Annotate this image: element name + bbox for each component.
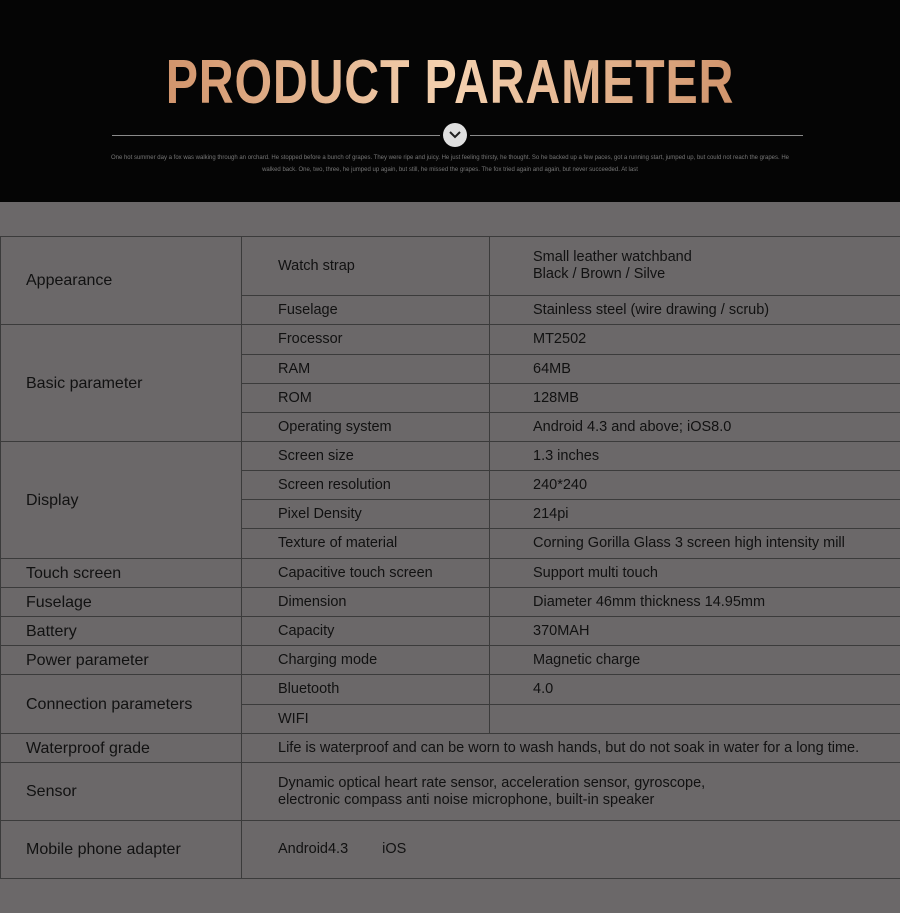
value-dimension: Diameter 46mm thickness 14.95mm	[490, 588, 900, 617]
item-capacitive-touch: Capacitive touch screen	[242, 559, 490, 588]
value-line: electronic compass anti noise microphone, built-in speaker	[278, 791, 655, 808]
header-banner	[0, 0, 900, 202]
item-processor: Frocessor	[242, 325, 490, 355]
value-line: Small leather watchband	[533, 249, 692, 265]
divider-right	[470, 135, 803, 136]
category-appearance: Appearance	[1, 237, 242, 325]
category-mobile-phone-adapter: Mobile phone adapter	[1, 821, 242, 879]
item-watch-strap: Watch strap	[242, 237, 490, 296]
value-operating-system: Android 4.3 and above; iOS8.0	[490, 413, 900, 442]
item-wifi: WIFI	[242, 705, 490, 734]
item-ram: RAM	[242, 355, 490, 384]
value-line: Black / Brown / Silve	[533, 266, 666, 282]
value-capacity: 370MAH	[490, 617, 900, 646]
item-rom: ROM	[242, 384, 490, 413]
value-processor: MT2502	[490, 325, 900, 355]
category-battery: Battery	[1, 617, 242, 646]
category-waterproof-grade: Waterproof grade	[1, 734, 242, 763]
divider-left	[112, 135, 440, 136]
page-title: PRODUCT PARAMETER	[99, 50, 801, 116]
item-capacity: Capacity	[242, 617, 490, 646]
chevron-down-icon	[443, 123, 467, 147]
value-charging-mode: Magnetic charge	[490, 646, 900, 675]
value-sensor	[242, 763, 900, 821]
value-rom: 128MB	[490, 384, 900, 413]
item-bluetooth: Bluetooth	[242, 675, 490, 705]
item-dimension: Dimension	[242, 588, 490, 617]
table-row	[1, 675, 900, 705]
parameter-table	[0, 236, 900, 879]
adapter-ios: iOS	[382, 841, 407, 857]
category-display: Display	[1, 442, 242, 559]
category-connection-parameters: Connection parameters	[1, 675, 242, 734]
table-row	[1, 442, 900, 471]
value-multi-touch: Support multi touch	[490, 559, 900, 588]
category-fuselage: Fuselage	[1, 588, 242, 617]
table-row	[1, 646, 900, 675]
table-row	[1, 821, 900, 879]
item-fuselage: Fuselage	[242, 296, 490, 325]
value-pixel-density: 214pi	[490, 500, 900, 529]
value-fuselage: Stainless steel (wire drawing / scrub)	[490, 296, 900, 325]
header-description: One hot summer day a fox was walking through an orchard. He stopped before a bunch of grapes. They were ripe and juicy. He just feeling thirsty, he thought. So he backed up a few paces, got a running start, jumped up, but could not reach the grapes. He walked back. One, two, three, he jumped up again, but still, he missed the grapes. The fox tried again and again, but never succeeded. At last	[110, 155, 790, 173]
value-bluetooth: 4.0	[490, 675, 900, 705]
item-pixel-density: Pixel Density	[242, 500, 490, 529]
category-touch-screen: Touch screen	[1, 559, 242, 588]
item-screen-size: Screen size	[242, 442, 490, 471]
item-screen-resolution: Screen resolution	[242, 471, 490, 500]
category-power-parameter: Power parameter	[1, 646, 242, 675]
item-texture-of-material: Texture of material	[242, 529, 490, 559]
table-row	[1, 763, 900, 821]
table-row	[1, 237, 900, 296]
category-sensor: Sensor	[1, 763, 242, 821]
spacer-band	[0, 202, 900, 236]
value-ram: 64MB	[490, 355, 900, 384]
item-charging-mode: Charging mode	[242, 646, 490, 675]
table-row	[1, 588, 900, 617]
value-watch-strap	[490, 237, 900, 296]
value-screen-size: 1.3 inches	[490, 442, 900, 471]
table-row	[1, 617, 900, 646]
value-texture-of-material: Corning Gorilla Glass 3 screen high intensity mill	[490, 529, 900, 559]
value-adapter	[242, 821, 900, 879]
item-operating-system: Operating system	[242, 413, 490, 442]
value-waterproof: Life is waterproof and can be worn to wash hands, but do not soak in water for a long time.	[242, 734, 900, 763]
value-wifi	[490, 705, 900, 734]
category-basic-parameter: Basic parameter	[1, 325, 242, 442]
value-screen-resolution: 240*240	[490, 471, 900, 500]
value-line: Dynamic optical heart rate sensor, acceleration sensor, gyroscope,	[278, 774, 706, 791]
adapter-android: Android4.3	[278, 841, 349, 857]
table-row	[1, 734, 900, 763]
table-row	[1, 325, 900, 355]
table-row	[1, 559, 900, 588]
